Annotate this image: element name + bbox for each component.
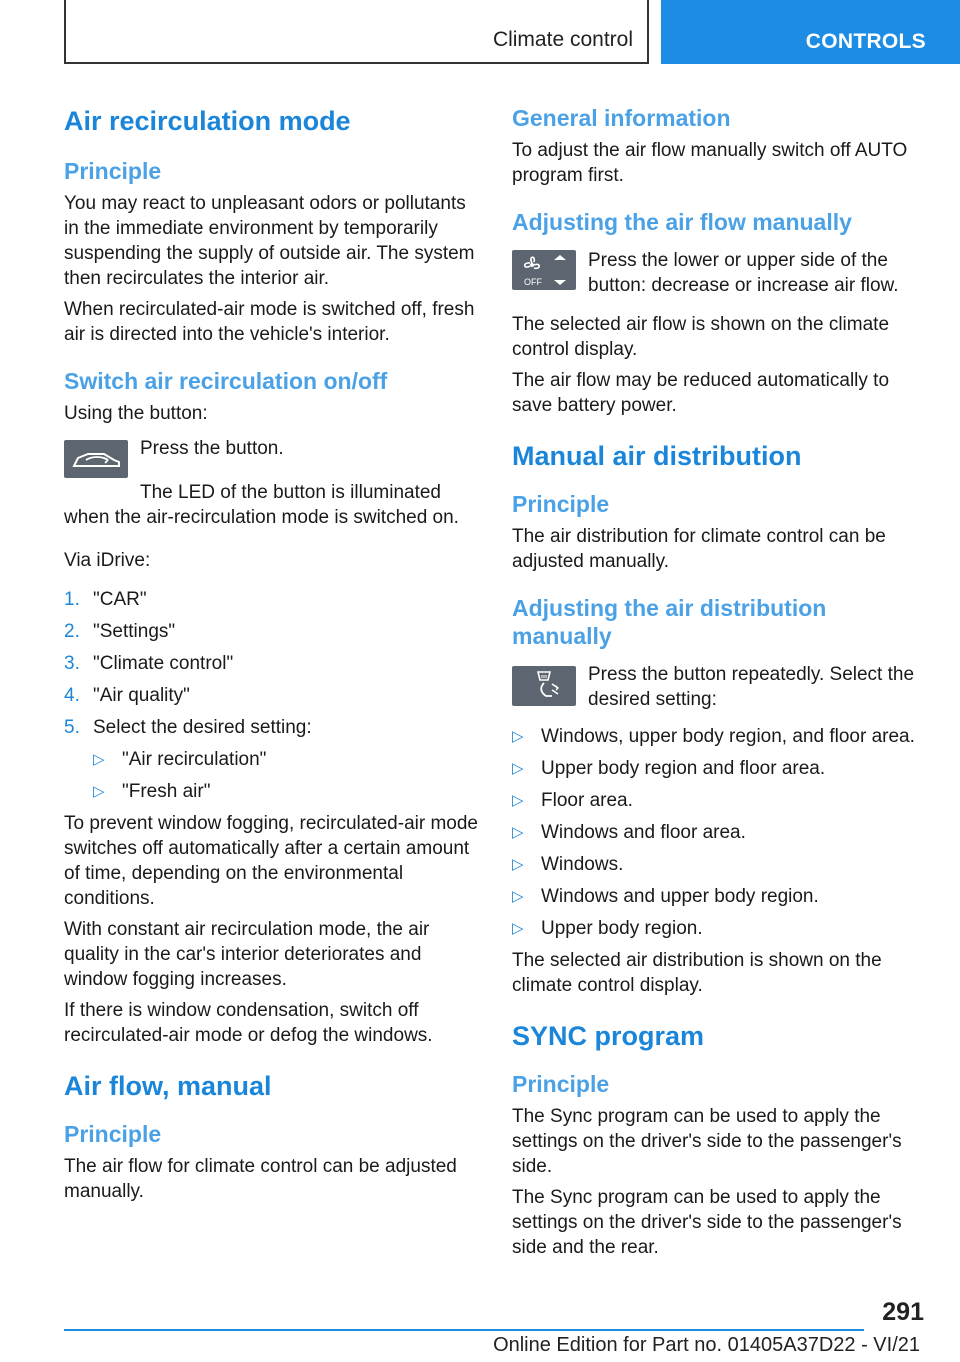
list-item: ▷ Windows and floor area. xyxy=(512,822,746,843)
heading-switch-recirculation: Switch air recirculation on/off xyxy=(64,368,388,394)
page-number: 291 xyxy=(882,1298,924,1326)
setting-options xyxy=(93,747,484,804)
right-column xyxy=(512,100,928,1260)
paragraph-distribution-principle: The air distribution for climate control can be adjusted manually. xyxy=(512,526,886,572)
list-item: ▷ "Fresh air" xyxy=(93,781,211,802)
left-column xyxy=(64,100,484,1204)
heading-principle: Principle xyxy=(64,1121,162,1147)
recirc-button-row xyxy=(64,436,484,480)
heading-air-flow-manual: Air flow, manual xyxy=(64,1071,272,1101)
list-item: ▷ Windows and upper body region. xyxy=(512,886,819,907)
car-recirculation-icon xyxy=(64,440,128,478)
list-item: ▷ Floor area. xyxy=(512,790,633,811)
list-item: 3. "Climate control" xyxy=(64,653,234,674)
fan-button-row xyxy=(512,248,928,298)
triangle-right-icon: ▷ xyxy=(512,856,524,873)
list-item: ▷ Windows, upper body region, and floor area. xyxy=(512,726,915,747)
paragraph-press-repeatedly: Press the button repeatedly. Select the desired setting: xyxy=(588,664,915,710)
triangle-right-icon: ▷ xyxy=(93,783,105,800)
heading-principle: Principle xyxy=(64,158,162,184)
list-item: ▷ Upper body region. xyxy=(512,918,703,939)
paragraph-selected-air-flow: The selected air flow is shown on the climate control display. xyxy=(512,314,890,360)
paragraph-air-flow-principle: The air flow for climate control can be adjusted manually. xyxy=(64,1156,457,1202)
heading-adjust-air-distribution: Adjusting the air distribution manually xyxy=(512,595,827,649)
list-item: ▷ Windows. xyxy=(512,854,624,875)
triangle-right-icon: ▷ xyxy=(512,760,524,777)
fan-off-label: OFF xyxy=(524,277,542,287)
heading-principle: Principle xyxy=(512,491,610,517)
header-section-title: Climate control xyxy=(492,28,633,51)
paragraph-condensation: If there is window condensation, switch off recirculated-air mode or defog the windows. xyxy=(64,1000,433,1046)
heading-general-information: General information xyxy=(512,105,731,131)
list-item: 2. "Settings" xyxy=(64,621,176,642)
paragraph-led: The LED of the button is illuminated when the air-recirculation mode is switched on. xyxy=(64,482,459,528)
heading-sync-program: SYNC program xyxy=(512,1021,705,1051)
triangle-right-icon: ▷ xyxy=(512,792,524,809)
paragraph-using-button: Using the button: xyxy=(64,403,208,424)
distribution-options xyxy=(512,724,928,941)
paragraph-press-lower-upper: Press the lower or upper side of the button: decrease or increase air flow. xyxy=(588,250,899,296)
triangle-right-icon: ▷ xyxy=(512,888,524,905)
paragraph-reduced-flow: The air flow may be reduced automatically to save battery power. xyxy=(512,370,890,416)
list-item: ▷ Upper body region and floor area. xyxy=(512,758,826,779)
paragraph-via-idrive: Via iDrive: xyxy=(64,550,151,571)
list-item: 5. Select the desired setting: xyxy=(64,717,312,738)
footer-divider xyxy=(64,1329,864,1331)
paragraph-sync-1: The Sync program can be used to apply the settings on the driver's side to the passenger's side. xyxy=(512,1106,902,1177)
paragraph-distribution-shown: The selected air distribution is shown on the climate control display. xyxy=(512,950,882,996)
triangle-right-icon: ▷ xyxy=(93,751,105,768)
heading-manual-air-distribution: Manual air distribution xyxy=(512,441,802,471)
paragraph-general: To adjust the air flow manually switch off AUTO program first. xyxy=(512,140,908,186)
list-item: ▷ "Air recirculation" xyxy=(93,749,267,770)
paragraph-fresh-air: When recirculated-air mode is switched off, fresh air is directed into the vehicle's interior. xyxy=(64,299,475,345)
idrive-steps xyxy=(64,587,484,740)
heading-principle: Principle xyxy=(512,1071,610,1097)
header-chapter-tab xyxy=(661,0,960,64)
paragraph-press-button: Press the button. xyxy=(140,438,284,459)
paragraph-sync-2: The Sync program can be used to apply the settings on the driver's side to the passenger's side and the rear. xyxy=(512,1187,902,1258)
fan-speed-icon xyxy=(512,250,576,290)
triangle-right-icon: ▷ xyxy=(512,824,524,841)
header-section-box xyxy=(64,0,649,64)
list-item: 4. "Air quality" xyxy=(64,685,190,706)
air-distribution-icon xyxy=(512,666,576,706)
distribution-button-row xyxy=(512,662,928,716)
list-item: 1. "CAR" xyxy=(64,589,147,610)
paragraph-principle: You may react to unpleasant odors or pollutants in the immediate environment by temporarily suspending the supply of outside air. The system then recirculates the interior air. xyxy=(64,193,475,289)
paragraph-constant-recirc: With constant air recirculation mode, the air quality in the car's interior deteriorates and window fogging increases. xyxy=(64,919,430,990)
heading-adjust-air-flow: Adjusting the air flow manually xyxy=(512,209,852,235)
heading-air-recirculation: Air recirculation mode xyxy=(64,106,351,136)
footer-edition: Online Edition for Part no. 01405A37D22 - VI/21 xyxy=(493,1334,920,1356)
header-chapter-title: CONTROLS xyxy=(805,30,926,53)
paragraph-fogging: To prevent window fogging, recirculated-air mode switches off automatically after a certain amount of time, depending on the environmental conditions. xyxy=(64,813,478,909)
triangle-right-icon: ▷ xyxy=(512,920,524,937)
triangle-right-icon: ▷ xyxy=(512,728,524,745)
